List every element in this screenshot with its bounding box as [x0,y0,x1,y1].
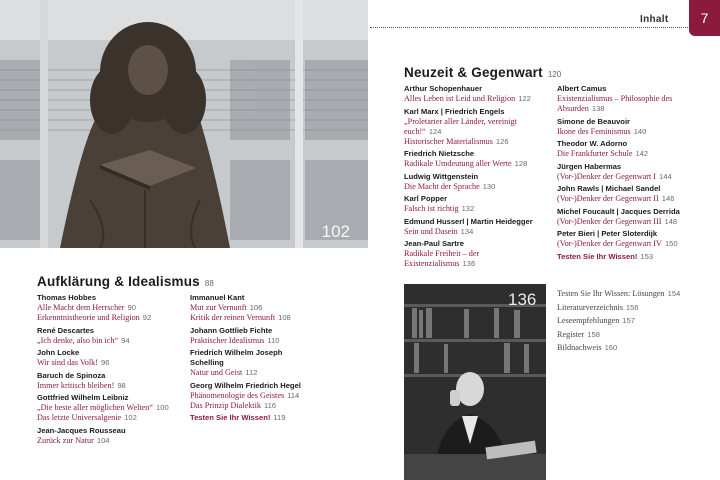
philosopher-name: Arthur Schopenhauer [404,84,483,93]
topic-line[interactable]: „Die beste aller möglichen Welten“ 100 [37,403,169,412]
philosopher-name: Gottfried Wilhelm Leibniz [37,393,129,402]
philosopher-name: Friedrich Nietzsche [404,149,475,158]
toc-entry [557,184,717,204]
toc-entry [404,107,550,147]
toc-entry [404,172,550,192]
toc-column-aufklaerung-1 [37,293,187,448]
topic-line[interactable]: Praktischer Idealismus 110 [190,335,280,345]
header-label: Inhalt [640,14,669,25]
page-number: 7 [700,10,709,26]
toc-entry [404,84,550,104]
quiz-link[interactable]: Testen Sie Ihr Wissen! 153 [557,251,654,261]
page-number-tab [689,0,720,36]
toc-entry [190,413,360,423]
appendix-item[interactable]: Testen Sie Ihr Wissen: Lösungen 154 [557,289,681,298]
philosopher-name: Michel Foucault | Jacques Derrida [557,206,680,216]
philosopher-name: John Locke [37,348,80,357]
philosopher-name: Friedrich Wilhelm Joseph Schelling [190,348,283,367]
topic-line[interactable]: Sein und Dasein 134 [404,226,474,236]
topic-line[interactable]: Die Frankfurter Schule 142 [557,149,649,158]
appendix-item[interactable]: Register 158 [557,329,600,339]
section-title: Neuzeit & Gegenwart [404,65,543,80]
toc-entry [37,293,187,323]
philosopher-name: Baruch de Spinoza [37,370,106,380]
philosopher-name: Jean-Paul Sartre [404,239,464,248]
toc-entry [190,326,360,346]
toc-entry [404,149,550,169]
philosopher-name: Karl Marx | Friedrich Engels [404,106,505,116]
topic-line[interactable]: Natur und Geist 112 [190,368,258,377]
toc-entry [557,139,717,159]
topic-line[interactable]: Phänomenologie des Geistes 114 [190,390,300,400]
toc-entry [190,381,360,411]
topic-line[interactable]: Ikone des Feminismus 140 [557,126,647,136]
toc-entry [404,239,550,269]
philosopher-name: Ludwig Wittgenstein [404,171,479,181]
topic-line[interactable]: Kritik der reinen Vernunft 108 [190,313,291,322]
appendix-item[interactable]: Bildnachweis 160 [557,343,618,352]
philosopher-name: Jean-Jacques Rousseau [37,425,126,435]
topic-line[interactable]: „Proletarier aller Länder, vereinigt euch!“ 124 [404,116,517,136]
section-heading-neuzeit [404,64,561,82]
toc-entry [37,326,187,346]
toc-column-aufklaerung-2 [190,293,360,426]
section-title: Aufklärung & Idealismus [37,274,200,289]
photo-page-number: 136 [508,290,537,309]
section-page: 120 [547,70,562,79]
topic-line[interactable]: Falsch ist richtig 132 [404,204,475,213]
philosopher-name: Georg Wilhelm Friedrich Hegel [190,380,301,390]
topic-line[interactable]: (Vor-)Denker der Gegenwart III 148 [557,216,678,226]
topic-line[interactable]: (Vor-)Denker der Gegenwart II 146 [557,194,675,203]
statue-illustration [0,0,368,248]
topic-line[interactable]: (Vor-)Denker der Gegenwart I 144 [557,171,672,181]
philosopher-name: Albert Camus [557,84,607,93]
photo-page-number: 102 [321,222,350,241]
philosopher-name: René Descartes [37,325,94,335]
topic-line[interactable]: „Ich denke, also bin ich“ 94 [37,335,130,345]
philosopher-name: Karl Popper [404,194,448,203]
philosopher-name: Simone de Beauvoir [557,116,631,126]
sartre-photo [404,284,546,480]
topic-line[interactable]: Alles Leben ist Leid und Religion 122 [404,94,531,103]
topic-line[interactable]: Mut zur Vernunft 106 [190,303,263,312]
topic-line[interactable]: Das Prinzip Dialektik 116 [190,400,277,410]
topic-line[interactable]: Das letzte Universalgenie 102 [37,413,137,422]
toc-entry [37,393,187,423]
toc-entry [557,252,717,262]
topic-line[interactable]: Immer kritisch bleiben! 98 [37,380,126,390]
topic-line[interactable]: Historischer Materialismus 126 [404,136,509,146]
philosopher-name: Johann Gottlieb Fichte [190,325,273,335]
topic-line[interactable]: Alle Macht dem Herrscher 90 [37,303,136,312]
section-heading-aufklaerung [37,273,214,291]
topic-line[interactable]: Radikale Freiheit – der Existenzialismus 136 [404,249,480,268]
philosopher-name: Edmund Husserl | Martin Heidegger [404,216,533,226]
topic-line[interactable]: Die Macht der Sprache 130 [404,181,496,191]
philosopher-name: Immanuel Kant [190,293,245,302]
toc-entry [557,207,717,227]
toc-column-neuzeit-1 [404,84,550,272]
appendix-item[interactable]: Leseempfehlungen 157 [557,316,635,325]
toc-entry [404,194,550,214]
section-page: 88 [204,279,214,288]
topic-line[interactable]: Zurück zur Natur 104 [37,435,110,445]
leibniz-statue-photo [0,0,368,248]
philosopher-name: Peter Bieri | Peter Sloterdijk [557,229,658,238]
philosopher-name: John Rawls | Michael Sandel [557,184,661,193]
philosopher-name: Jürgen Habermas [557,161,622,171]
toc-entry [557,162,717,182]
quiz-link[interactable]: Testen Sie Ihr Wissen! 119 [190,413,286,422]
toc-entry [404,217,550,237]
sartre-illustration [404,284,546,480]
philosopher-name: Theodor W. Adorno [557,139,628,148]
toc-entry [37,426,187,446]
toc-entry [190,293,360,323]
toc-entry [190,348,360,378]
topic-line[interactable]: Radikale Umdeutung aller Werte 128 [404,159,528,168]
toc-entry [557,84,717,114]
appendix-item[interactable]: Literaturverzeichnis 156 [557,302,639,312]
topic-line[interactable]: Existenzialismus – Philosophie des Absurden 138 [557,94,673,113]
topic-line[interactable]: (Vor-)Denker der Gegenwart IV 150 [557,239,678,248]
toc-entry [37,371,187,391]
dotted-rule [370,27,688,28]
appendix-list [557,287,717,355]
toc-entry [557,229,717,249]
topic-line[interactable]: Wir sind das Volk! 96 [37,358,110,367]
philosopher-name: Thomas Hobbes [37,293,97,302]
toc-column-neuzeit-2 [557,84,717,264]
toc-entry [37,348,187,368]
topic-line[interactable]: Erkenntnistheorie und Religion 92 [37,313,152,322]
toc-entry [557,117,717,137]
